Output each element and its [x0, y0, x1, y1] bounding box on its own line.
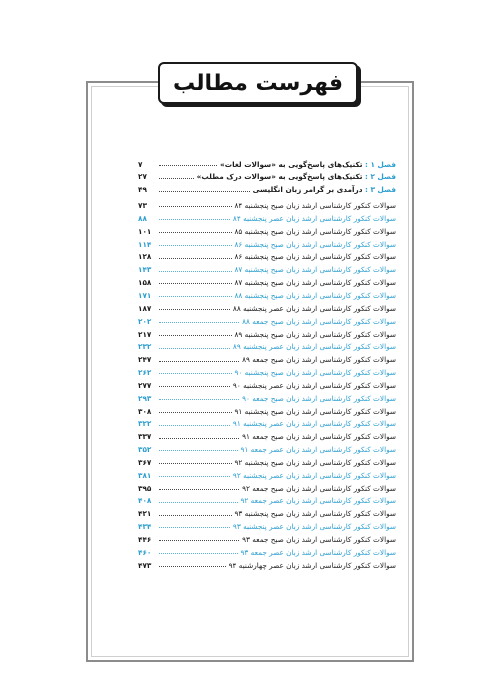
page-number: ۲۹۳: [138, 393, 152, 403]
toc-entry[interactable]: [138, 505, 396, 518]
dot-leader: [159, 165, 217, 166]
dot-leader: [159, 489, 239, 490]
entry-title: سوالات کنکور کارشناسی ارشد زبان صبح جمعه ۸۹: [242, 355, 396, 365]
toc-entry[interactable]: [138, 286, 396, 299]
page-number: ۱۲۸: [138, 252, 152, 262]
toc-entry[interactable]: [138, 235, 396, 248]
toc-entry[interactable]: [138, 530, 396, 543]
dot-leader: [159, 206, 232, 207]
dot-leader: [159, 502, 238, 503]
page-number: ۷: [138, 159, 143, 169]
dot-leader: [159, 527, 230, 528]
page-number: ۳۲۲: [138, 419, 152, 429]
entry-title: سوالات کنکور کارشناسی ارشد زبان صبح پنجشنبه ۸۷: [234, 265, 396, 275]
dot-leader: [159, 386, 230, 387]
page-number: ۴۳۴: [138, 522, 152, 532]
chapter-number: فصل ۲ :: [365, 172, 396, 182]
entry-title: سوالات کنکور کارشناسی ارشد زبان صبح پنجشنبه ۸۴: [234, 201, 396, 211]
dot-leader: [159, 425, 230, 426]
chapter-title: تکنیک‌های پاسخ‌گویی به «سوالات لغات»: [220, 159, 366, 169]
entry-title: سوالات کنکور کارشناسی ارشد زبان عصر جمعه ۹۱: [240, 445, 396, 455]
dot-leader: [159, 322, 239, 323]
page-number: ۱۸۷: [138, 303, 152, 313]
page-number: ۲۷: [138, 172, 147, 182]
dot-leader: [159, 515, 232, 516]
toc-entry[interactable]: [138, 556, 396, 569]
table-of-contents: [138, 155, 396, 569]
toc-entry[interactable]: [138, 479, 396, 492]
chapter-title: درآمدی بر گرامر زبان انگلیسی: [252, 185, 366, 195]
entry-title: سوالات کنکور کارشناسی ارشد زبان صبح پنجشنبه ۹۱: [234, 406, 396, 416]
page-number: ۸۸: [138, 213, 147, 223]
toc-entry[interactable]: [138, 209, 396, 222]
toc-entry[interactable]: [138, 428, 396, 441]
page-number: ۱۷۱: [138, 290, 152, 300]
page-number: ۳۰۸: [138, 406, 152, 416]
entry-title: سوالات کنکور کارشناسی ارشد زبان صبح پنجشنبه ۸۶: [234, 239, 396, 249]
chapter-title: تکنیک‌های پاسخ‌گویی به «سوالات درک مطلب»: [196, 172, 366, 182]
entry-title: سوالات کنکور کارشناسی ارشد زبان صبح پنجشنبه ۹۲: [234, 457, 396, 467]
toc-entry[interactable]: [138, 197, 396, 210]
page-number: ۴۷۳: [138, 560, 152, 570]
entry-title: سوالات کنکور کارشناسی ارشد زبان عصر پنجشنبه ۹۲: [232, 470, 396, 480]
toc-entry[interactable]: [138, 389, 396, 402]
page-number: ۲۱۷: [138, 329, 152, 339]
entry-title: سوالات کنکور کارشناسی ارشد زبان صبح پنجشنبه ۹۳: [234, 509, 396, 519]
dot-leader: [159, 566, 226, 567]
chapter-row[interactable]: [138, 181, 396, 194]
dot-leader: [159, 178, 194, 179]
dot-leader: [159, 438, 239, 439]
dot-leader: [159, 348, 230, 349]
entry-title: سوالات کنکور کارشناسی ارشد زبان صبح جمعه ۹۲: [242, 483, 396, 493]
dot-leader: [159, 361, 239, 362]
dot-leader: [159, 309, 230, 310]
page-number: ۳۸۱: [138, 470, 152, 480]
toc-entry[interactable]: [138, 364, 396, 377]
toc-entry[interactable]: [138, 299, 396, 312]
chapter-row[interactable]: [138, 168, 396, 181]
page-number: ۴۹: [138, 185, 147, 195]
page-number: ۲۶۲: [138, 368, 152, 378]
chapter-label: [253, 186, 396, 193]
page-title: فهرست مطالب: [172, 70, 344, 96]
dot-leader: [159, 271, 232, 272]
dot-leader: [159, 219, 230, 220]
page-number: ۱۴۳: [138, 265, 152, 275]
page-number: ۱۰۱: [138, 226, 152, 236]
dot-leader: [159, 450, 238, 451]
dot-leader: [159, 296, 232, 297]
entry-title: سوالات کنکور کارشناسی ارشد زبان عصر جمعه ۹۳: [240, 547, 396, 557]
dot-leader: [159, 412, 232, 413]
dot-leader: [159, 283, 232, 284]
toc-entry[interactable]: [138, 274, 396, 287]
page-number: ۴۴۶: [138, 535, 152, 545]
entry-title: سوالات کنکور کارشناسی ارشد زبان صبح جمعه ۸۸: [242, 316, 396, 326]
dot-leader: [159, 245, 232, 246]
entry-title: سوالات کنکور کارشناسی ارشد زبان عصر پنجشنبه ۸۴: [232, 213, 396, 223]
dot-leader: [159, 476, 230, 477]
dot-leader: [159, 553, 238, 554]
dot-leader: [159, 232, 232, 233]
chapter-label: [197, 173, 396, 180]
toc-entry[interactable]: [138, 543, 396, 556]
entry-title: سوالات کنکور کارشناسی ارشد زبان صبح پنجشنبه ۸۶: [234, 252, 396, 262]
toc-entry[interactable]: [138, 351, 396, 364]
dot-leader: [159, 373, 232, 374]
entry-title: سوالات کنکور کارشناسی ارشد زبان صبح جمعه ۹۰: [242, 393, 396, 403]
toc-entry[interactable]: [138, 402, 396, 415]
entry-title: سوالات کنکور کارشناسی ارشد زبان صبح جمعه ۹۱: [242, 432, 396, 442]
page-number: ۳۹۵: [138, 483, 152, 493]
entry-title: سوالات کنکور کارشناسی ارشد زبان صبح پنجشنبه ۸۵: [234, 226, 396, 236]
chapter-number: فصل ۱ :: [365, 159, 396, 169]
page-number: ۴۰۸: [138, 496, 152, 506]
title-box: [158, 62, 358, 104]
toc-entry[interactable]: [138, 441, 396, 454]
toc-entry[interactable]: [138, 325, 396, 338]
toc-entry[interactable]: [138, 222, 396, 235]
dot-leader: [159, 463, 232, 464]
toc-entry[interactable]: [138, 415, 396, 428]
dot-leader: [159, 335, 232, 336]
page-number: ۱۱۴: [138, 239, 152, 249]
chapter-row[interactable]: [138, 155, 396, 168]
page-number: ۲۳۲: [138, 342, 152, 352]
dot-leader: [159, 191, 250, 192]
toc-entry[interactable]: [138, 261, 396, 274]
dot-leader: [159, 540, 239, 541]
entry-title: سوالات کنکور کارشناسی ارشد زبان عصر پنجشنبه ۹۰: [232, 380, 396, 390]
dot-leader: [159, 399, 239, 400]
dot-leader: [159, 258, 232, 259]
toc-entry[interactable]: [138, 248, 396, 261]
page-number: ۳۳۷: [138, 432, 152, 442]
page-number: ۲۰۲: [138, 316, 152, 326]
page-number: ۴۶۰: [138, 547, 152, 557]
entry-title: سوالات کنکور کارشناسی ارشد زبان عصر پنجشنبه ۹۱: [232, 419, 396, 429]
entry-title: سوالات کنکور کارشناسی ارشد زبان عصر جمعه ۹۲: [240, 496, 396, 506]
toc-entry[interactable]: [138, 376, 396, 389]
entry-title: سوالات کنکور کارشناسی ارشد زبان صبح پنجشنبه ۹۰: [234, 368, 396, 378]
page-number: ۳۶۷: [138, 457, 152, 467]
page-number: ۳۵۲: [138, 445, 152, 455]
entry-title: سوالات کنکور کارشناسی ارشد زبان صبح پنجشنبه ۸۷: [234, 278, 396, 288]
page-number: ۲۷۷: [138, 380, 152, 390]
toc-entry[interactable]: [138, 492, 396, 505]
entry-title: سوالات کنکور کارشناسی ارشد زبان عصر چهارشنبه ۹۴: [228, 560, 396, 570]
page-number: ۴۲۱: [138, 509, 152, 519]
entry-title: سوالات کنکور کارشناسی ارشد زبان صبح جمعه ۹۳: [242, 535, 396, 545]
toc-entry[interactable]: [138, 466, 396, 479]
page-number: ۲۴۷: [138, 355, 152, 365]
toc-entry[interactable]: [138, 453, 396, 466]
page-number: ۱۵۸: [138, 278, 152, 288]
entry-title: سوالات کنکور کارشناسی ارشد زبان صبح پنجشنبه ۸۹: [234, 329, 396, 339]
toc-entry[interactable]: [138, 338, 396, 351]
entry-title: سوالات کنکور کارشناسی ارشد زبان عصر پنجشنبه ۹۳: [232, 522, 396, 532]
entry-title: سوالات کنکور کارشناسی ارشد زبان عصر پنجشنبه ۸۹: [232, 342, 396, 352]
toc-entry[interactable]: [138, 518, 396, 531]
toc-entry[interactable]: [138, 312, 396, 325]
entry-title: سوالات کنکور کارشناسی ارشد زبان عصر پنجشنبه ۸۸: [232, 303, 396, 313]
chapter-label: [220, 161, 396, 168]
page-number: ۷۳: [138, 201, 147, 211]
entry-title: سوالات کنکور کارشناسی ارشد زبان صبح پنجشنبه ۸۸: [234, 290, 396, 300]
chapter-number: فصل ۳ :: [365, 185, 396, 195]
